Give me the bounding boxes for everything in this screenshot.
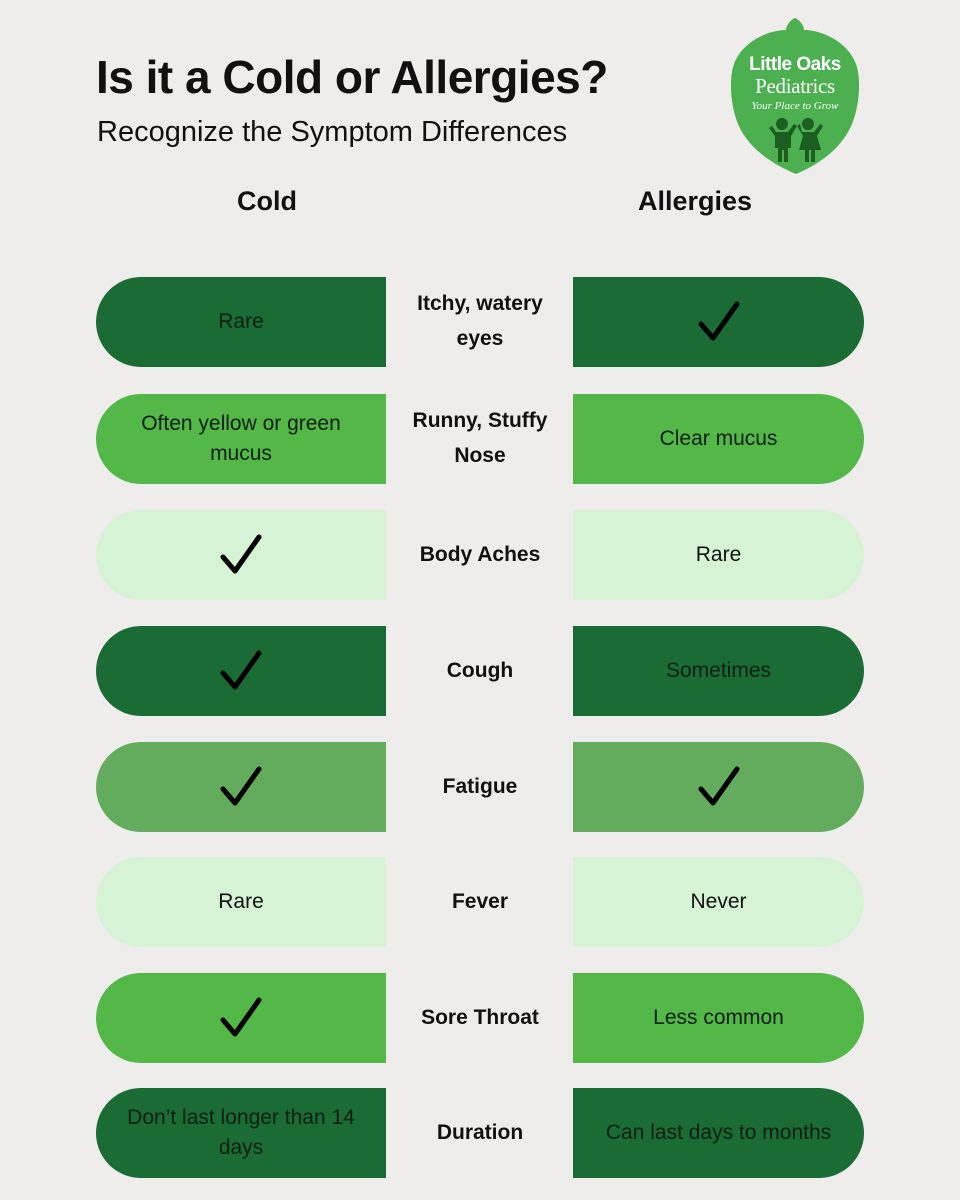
symptom-text: Sore Throat [421, 1005, 539, 1029]
check-icon [697, 765, 741, 809]
allergies-value: Less common [653, 1005, 784, 1029]
allergies-value: Never [690, 889, 747, 913]
table-row [0, 277, 960, 367]
kids-icon [765, 116, 825, 164]
cold-value: Often yellow or green mucus [141, 411, 341, 465]
symptom-label [386, 1088, 574, 1178]
symptom-text: Itchy, watery eyes [417, 292, 543, 350]
table-row [0, 1088, 960, 1178]
allergies-cell [573, 510, 864, 600]
check-icon [219, 533, 263, 577]
table-row [0, 394, 960, 484]
cold-value: Rare [218, 889, 264, 913]
symptom-text: Cough [446, 658, 514, 682]
symptom-text: Duration [436, 1120, 524, 1144]
check-icon [219, 765, 263, 809]
table-row [0, 857, 960, 947]
table-row [0, 742, 960, 832]
cold-cell [96, 626, 386, 716]
table-row [0, 973, 960, 1063]
allergies-value: Rare [695, 542, 742, 566]
allergies-cell [573, 394, 864, 484]
logo-tagline: Your Place to Grow [751, 100, 839, 112]
symptom-text: Body Aches [419, 542, 541, 566]
allergies-cell [573, 857, 864, 947]
allergies-value: Sometimes [665, 658, 772, 682]
symptom-label [386, 510, 574, 600]
page-title: Is it a Cold or Allergies? [96, 51, 608, 103]
symptom-text: Runny, Stuffy Nose [412, 409, 548, 467]
page-subtitle: Recognize the Symptom Differences [97, 116, 568, 148]
column-header-allergies: Allergies [637, 186, 753, 216]
allergies-value: Clear mucus [659, 426, 778, 450]
allergies-cell [573, 626, 864, 716]
table-row [0, 626, 960, 716]
allergies-cell [573, 973, 864, 1063]
check-icon [219, 649, 263, 693]
logo [730, 16, 860, 176]
cold-cell [96, 510, 386, 600]
allergies-cell [573, 277, 864, 367]
logo-line2: Pediatrics [755, 74, 835, 98]
table-row [0, 510, 960, 600]
cold-cell [96, 857, 386, 947]
symptom-label [386, 394, 574, 484]
cold-cell [96, 973, 386, 1063]
symptom-label [386, 626, 574, 716]
check-icon [219, 996, 263, 1040]
cold-cell [96, 394, 386, 484]
column-header-cold: Cold [237, 186, 297, 216]
allergies-cell [573, 742, 864, 832]
cold-cell [96, 277, 386, 367]
cold-cell [96, 742, 386, 832]
cold-value: Rare [218, 309, 264, 333]
cold-value: Don’t last longer than 14 days [127, 1105, 355, 1159]
check-icon [697, 300, 741, 344]
cold-cell [96, 1088, 386, 1178]
allergies-cell [573, 1088, 864, 1178]
symptom-text: Fatigue [442, 774, 518, 798]
symptom-label [386, 857, 574, 947]
logo-line1: Little Oaks [749, 54, 841, 75]
allergies-value: Can last days to months [605, 1120, 832, 1144]
symptom-label [386, 973, 574, 1063]
symptom-label [386, 742, 574, 832]
symptom-text: Fever [451, 889, 509, 913]
symptom-label [386, 277, 574, 367]
